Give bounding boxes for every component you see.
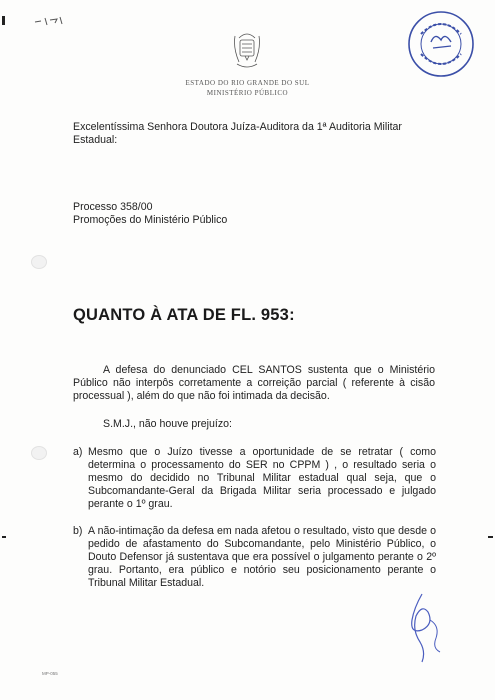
list-item-text: Mesmo que o Juízo tivesse a oportunidade de se retratar ( como determina o processamento do SER no CPPM ) , o resultado seria o mesmo do decidido no Tribunal Militar estadual qual seja, que o Subcomandante-Geral da Brigada Militar seria processado e julgado perante o 1º grau. [88, 446, 436, 510]
list-item-text: A não-intimação da defesa em nada afetou o resultado, visto que desde o pedido de afastamento do Subcomandante, pelo Ministério Público, o Douto Defensor já sustentava que era possível o julgamento perante o 2º grau. Portanto, era público e notório seu posicionamento perante o Tribunal Militar Estadual. [88, 525, 436, 589]
binding-mark [488, 536, 493, 538]
binding-mark [2, 16, 5, 25]
process-number: Processo 358/00 [73, 201, 153, 213]
coat-of-arms-icon [229, 28, 265, 72]
list-item-a [73, 446, 435, 516]
list-marker: a) [73, 446, 83, 458]
addressee: Excelentíssima Senhora Doutora Juíza-Auditora da 1ª Auditoria Militar Estadual: [73, 121, 402, 146]
form-code: MP-055 [42, 671, 58, 676]
process-subject: Promoções do Ministério Público [73, 214, 228, 226]
smj-line: S.M.J., não houve prejuízo: [103, 418, 232, 430]
official-stamp [405, 8, 477, 80]
paragraph-defense: A defesa do denunciado CEL SANTOS sustenta que o Ministério Público não interpôs corretamente a correição parcial ( referente à cisão processual ), além do que não foi intimada da decisão. [73, 364, 435, 402]
ministry-name: MINISTÉRIO PÚBLICO [206, 89, 289, 97]
list-item-b [73, 525, 435, 595]
punch-hole [31, 446, 47, 460]
state-name: ESTADO DO RIO GRANDE DO SUL [185, 79, 310, 87]
binding-mark [2, 536, 6, 538]
scribble-mark [33, 14, 67, 28]
punch-hole [31, 255, 47, 269]
list-marker: b) [73, 525, 83, 537]
handwritten-signature [392, 590, 454, 666]
section-title: QUANTO À ATA DE FL. 953: [73, 306, 295, 324]
